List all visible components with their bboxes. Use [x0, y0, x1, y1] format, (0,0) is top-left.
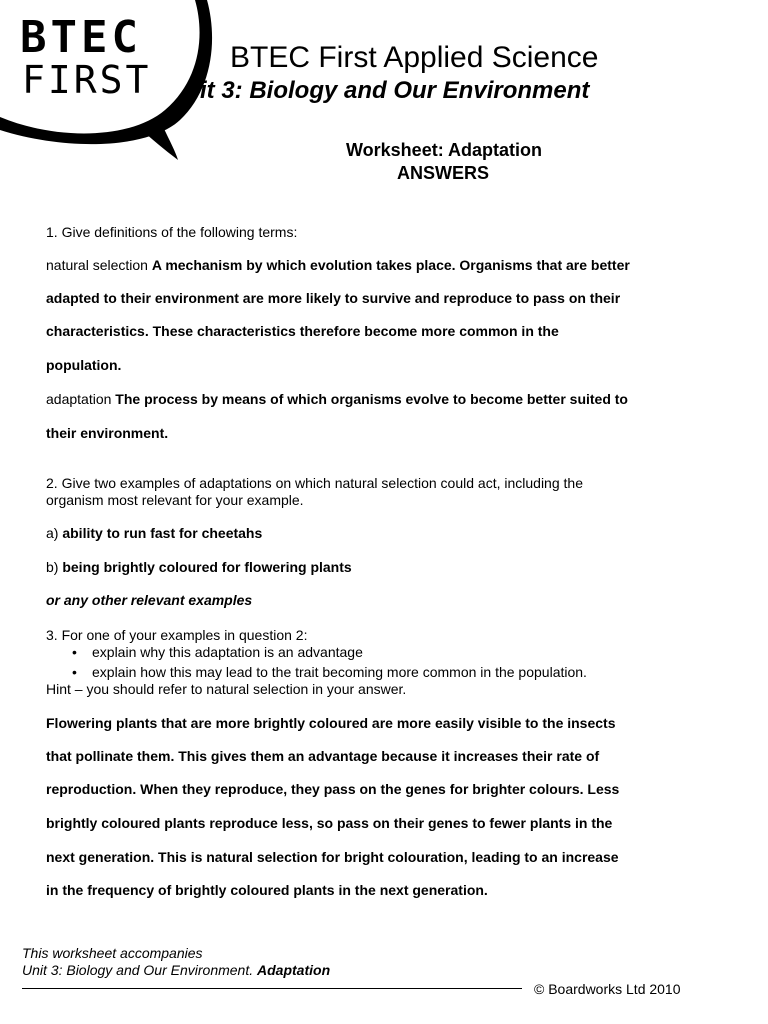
copyright-notice: © Boardworks Ltd 2010	[534, 981, 681, 997]
answer-text: characteristics. These characteristics therefore become more common in the	[46, 323, 559, 339]
bullet-icon: •	[72, 664, 77, 680]
answer-label: b)	[46, 559, 63, 575]
term-label: natural selection	[46, 257, 152, 273]
answer-text: adapted to their environment are more likely to survive and reproduce to pass on their	[46, 290, 621, 306]
footer-topic: Adaptation	[257, 962, 331, 978]
answer-text: A mechanism by which evolution takes place. Organisms that are better	[151, 257, 630, 273]
q3-answer-line: reproduction. When they reproduce, they pass on the genes for brighter colours. Less	[46, 781, 620, 797]
q3-answer-line: in the frequency of brightly coloured plants in the next generation.	[46, 882, 488, 898]
q3-bullet: explain how this may lead to the trait becoming more common in the population.	[92, 664, 587, 680]
q3-hint: Hint – you should refer to natural selection in your answer.	[46, 681, 407, 697]
logo-btec-text: BTEC	[20, 12, 142, 63]
answer-label: a)	[46, 525, 63, 541]
term-label: adaptation	[46, 391, 116, 407]
q2-prompt-line1: 2. Give two examples of adaptations on which natural selection could act, including the	[46, 475, 583, 491]
bullet-icon: •	[72, 644, 77, 660]
page-title: BTEC First Applied Science	[230, 41, 599, 74]
q1-definition-adaptation	[46, 391, 628, 408]
worksheet-answers-label: ANSWERS	[397, 163, 490, 183]
q1-definition-natural-selection	[46, 257, 630, 274]
q3-answer-line: that pollinate them. This gives them an advantage because it increases their rate of	[46, 748, 600, 764]
footer-line1: This worksheet accompanies	[22, 945, 203, 961]
q3-answer-line: brightly coloured plants reproduce less, so pass on their genes to fewer plants in the	[46, 815, 613, 831]
footer-unit-text: Unit 3: Biology and Our Environment.	[22, 962, 258, 978]
q3-bullet: explain why this adaptation is an advantage	[92, 644, 363, 660]
answer-text: population.	[46, 357, 122, 373]
footer-line2	[22, 962, 330, 979]
answer-text: ability to run fast for cheetahs	[62, 525, 263, 541]
footer-divider	[22, 988, 522, 989]
page-subtitle: it 3: Biology and Our Environment	[200, 77, 590, 104]
answer-text: The process by means of which organisms evolve to become better suited to	[115, 391, 628, 407]
q2-answer-a	[46, 525, 262, 542]
q2-answer-b	[46, 559, 352, 576]
q2-other-examples: or any other relevant examples	[46, 592, 253, 608]
answer-text: being brightly coloured for flowering plants	[62, 559, 352, 575]
q3-answer-line: next generation. This is natural selection for bright colouration, leading to an increase	[46, 849, 619, 865]
answer-text: their environment.	[46, 425, 169, 441]
q3-prompt: 3. For one of your examples in question 2:	[46, 627, 308, 643]
logo-first-text: FIRST	[22, 58, 152, 102]
q3-answer-line: Flowering plants that are more brightly coloured are more easily visible to the insects	[46, 715, 616, 731]
worksheet-title: Worksheet: Adaptation	[346, 140, 543, 160]
q2-prompt-line2: organism most relevant for your example.	[46, 492, 304, 508]
q1-prompt: 1. Give definitions of the following terms:	[46, 224, 298, 240]
